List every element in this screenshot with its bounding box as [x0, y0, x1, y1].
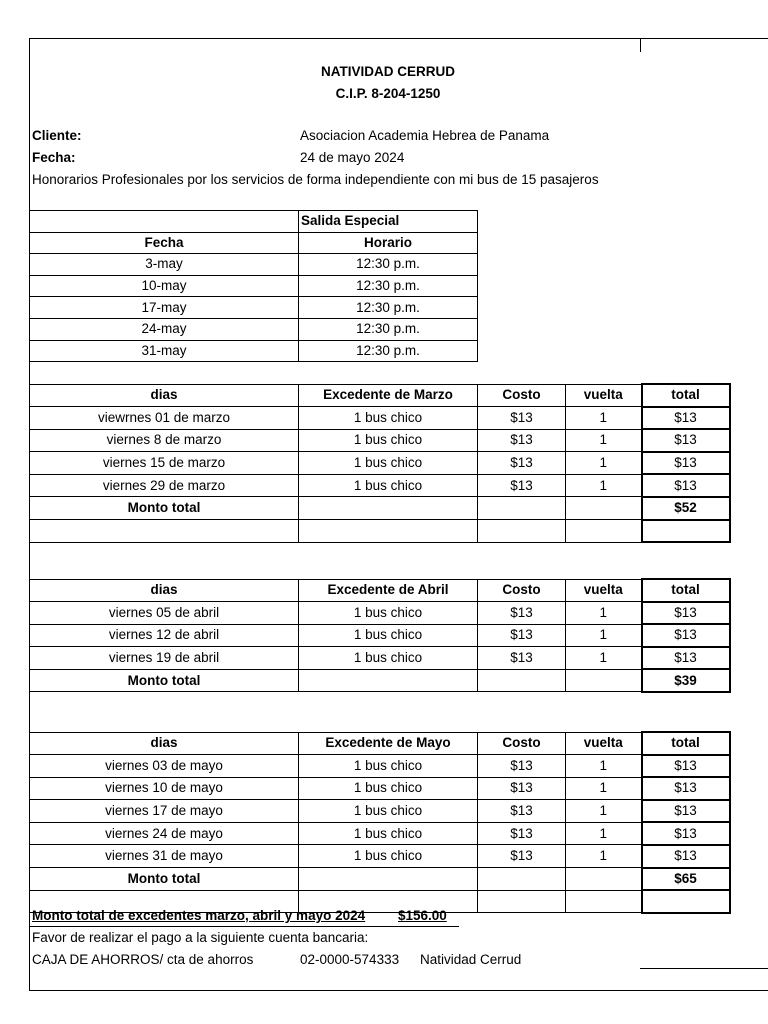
costo-cell: $13: [478, 647, 566, 670]
vuelta-cell: 1: [566, 429, 642, 452]
costo-cell: $13: [478, 822, 566, 845]
vuelta-cell: 1: [566, 624, 642, 647]
grand-total-underline: [29, 926, 459, 927]
vuelta-cell: 1: [566, 777, 642, 800]
monto-total-value: $52: [642, 497, 730, 520]
frame-right-stub: [640, 38, 641, 52]
account-number: 02-0000-574333: [300, 952, 400, 967]
table-row: [30, 624, 730, 647]
schedule-header-row: [30, 232, 478, 254]
table-row: [30, 822, 730, 845]
table-row: [30, 602, 730, 625]
excedente-cell: 1 bus chico: [299, 755, 478, 778]
mayo-table: [29, 731, 731, 914]
costo-cell: $13: [478, 429, 566, 452]
abril-header-row: [30, 579, 730, 602]
excedente-cell: 1 bus chico: [299, 777, 478, 800]
excedente-cell: 1 bus chico: [299, 845, 478, 868]
service-description: Honorarios Profesionales por los servicios de forma independiente con mi bus de 15 pasajeros: [32, 172, 599, 187]
table-row: [30, 647, 730, 670]
dia-cell: viernes 15 de marzo: [30, 452, 299, 475]
monto-total-label: Monto total: [30, 669, 299, 692]
table-row: [30, 340, 478, 362]
excedente-cell: 1 bus chico: [299, 647, 478, 670]
col-excedente: Excedente de Abril: [299, 579, 478, 602]
schedule-fecha: 31-may: [30, 340, 299, 362]
total-cell: $13: [642, 647, 730, 670]
schedule-fecha: 17-may: [30, 297, 299, 319]
total-cell: $13: [642, 429, 730, 452]
table-row: [30, 800, 730, 823]
footer-rule: [640, 968, 768, 969]
table-row: [30, 452, 730, 475]
monto-total-value: $39: [642, 669, 730, 692]
mayo-monto-row: [30, 868, 730, 891]
monto-total-label: Monto total: [30, 497, 299, 520]
col-dias: dias: [30, 732, 299, 755]
vuelta-cell: 1: [566, 474, 642, 497]
marzo-header-row: [30, 384, 730, 407]
excedente-cell: 1 bus chico: [299, 800, 478, 823]
col-total: total: [642, 579, 730, 602]
col-costo: Costo: [478, 384, 566, 407]
costo-cell: $13: [478, 624, 566, 647]
dia-cell: viernes 31 de mayo: [30, 845, 299, 868]
grand-total-value: $156.00: [398, 908, 447, 923]
col-costo: Costo: [478, 732, 566, 755]
vuelta-cell: 1: [566, 800, 642, 823]
total-cell: $13: [642, 474, 730, 497]
dia-cell: viernes 03 de mayo: [30, 755, 299, 778]
col-excedente: Excedente de Marzo: [299, 384, 478, 407]
excedente-cell: 1 bus chico: [299, 474, 478, 497]
costo-cell: $13: [478, 474, 566, 497]
dia-cell: viernes 05 de abril: [30, 602, 299, 625]
costo-cell: $13: [478, 602, 566, 625]
costo-cell: $13: [478, 777, 566, 800]
schedule-title: Salida Especial: [299, 211, 478, 233]
total-cell: $13: [642, 624, 730, 647]
bank-name: CAJA DE AHORROS/ cta de ahorros: [32, 952, 254, 967]
col-vuelta: vuelta: [566, 579, 642, 602]
table-row: [30, 755, 730, 778]
excedente-cell: 1 bus chico: [299, 452, 478, 475]
monto-total-label: Monto total: [30, 868, 299, 891]
dia-cell: viernes 8 de marzo: [30, 429, 299, 452]
col-total: total: [642, 384, 730, 407]
vuelta-cell: 1: [566, 822, 642, 845]
col-costo: Costo: [478, 579, 566, 602]
costo-cell: $13: [478, 845, 566, 868]
table-row: [30, 318, 478, 340]
dia-cell: viernes 17 de mayo: [30, 800, 299, 823]
table-row: [30, 429, 730, 452]
excedente-cell: 1 bus chico: [299, 602, 478, 625]
fecha-label: Fecha:: [32, 150, 76, 165]
schedule-fecha: 10-may: [30, 275, 299, 297]
payment-note: Favor de realizar el pago a la siguiente cuenta bancaria:: [32, 930, 369, 945]
schedule-fecha: 3-may: [30, 254, 299, 276]
dia-cell: viewrnes 01 de marzo: [30, 407, 299, 430]
cliente-label: Cliente:: [32, 128, 82, 143]
col-dias: dias: [30, 579, 299, 602]
dia-cell: viernes 29 de marzo: [30, 474, 299, 497]
frame-top-border: [29, 38, 768, 39]
excedente-cell: 1 bus chico: [299, 624, 478, 647]
marzo-table: [29, 383, 731, 543]
col-dias: dias: [30, 384, 299, 407]
vuelta-cell: 1: [566, 647, 642, 670]
table-row: [30, 297, 478, 319]
schedule-fecha: 24-may: [30, 318, 299, 340]
grand-total-label: Monto total de excedentes marzo, abril y mayo 2024: [32, 908, 366, 923]
col-horario: Horario: [299, 232, 478, 254]
vuelta-cell: 1: [566, 602, 642, 625]
total-cell: $13: [642, 602, 730, 625]
table-row: [30, 275, 478, 297]
excedente-cell: 1 bus chico: [299, 407, 478, 430]
issuer-cip: C.I.P. 8-204-1250: [335, 86, 441, 101]
abril-monto-row: [30, 669, 730, 692]
abril-table: [29, 578, 731, 693]
col-fecha: Fecha: [30, 232, 299, 254]
table-row: [30, 845, 730, 868]
dia-cell: viernes 12 de abril: [30, 624, 299, 647]
cliente-value: Asociacion Academia Hebrea de Panama: [300, 128, 550, 143]
total-cell: $13: [642, 452, 730, 475]
costo-cell: $13: [478, 800, 566, 823]
total-cell: $13: [642, 755, 730, 778]
vuelta-cell: 1: [566, 755, 642, 778]
fecha-value: 24 de mayo 2024: [300, 150, 405, 165]
schedule-horario: 12:30 p.m.: [299, 275, 478, 297]
col-excedente: Excedente de Mayo: [299, 732, 478, 755]
issuer-name: NATIVIDAD CERRUD: [321, 64, 455, 79]
costo-cell: $13: [478, 452, 566, 475]
table-row: [30, 777, 730, 800]
excedente-cell: 1 bus chico: [299, 822, 478, 845]
dia-cell: viernes 24 de mayo: [30, 822, 299, 845]
vuelta-cell: 1: [566, 845, 642, 868]
schedule-horario: 12:30 p.m.: [299, 297, 478, 319]
table-row: [30, 474, 730, 497]
total-cell: $13: [642, 845, 730, 868]
table-row: [30, 254, 478, 276]
dia-cell: viernes 19 de abril: [30, 647, 299, 670]
vuelta-cell: 1: [566, 407, 642, 430]
marzo-monto-row: [30, 497, 730, 520]
empty-row: [30, 520, 730, 543]
schedule-title-row: [30, 211, 478, 233]
col-vuelta: vuelta: [566, 732, 642, 755]
total-cell: $13: [642, 407, 730, 430]
frame-bottom-border: [29, 990, 768, 991]
vuelta-cell: 1: [566, 452, 642, 475]
col-total: total: [642, 732, 730, 755]
schedule-horario: 12:30 p.m.: [299, 254, 478, 276]
total-cell: $13: [642, 800, 730, 823]
monto-total-value: $65: [642, 868, 730, 891]
mayo-header-row: [30, 732, 730, 755]
account-holder: Natividad Cerrud: [420, 952, 522, 967]
dia-cell: viernes 10 de mayo: [30, 777, 299, 800]
total-cell: $13: [642, 822, 730, 845]
costo-cell: $13: [478, 755, 566, 778]
table-row: [30, 407, 730, 430]
schedule-horario: 12:30 p.m.: [299, 318, 478, 340]
schedule-table: [29, 210, 478, 362]
total-cell: $13: [642, 777, 730, 800]
schedule-horario: 12:30 p.m.: [299, 340, 478, 362]
costo-cell: $13: [478, 407, 566, 430]
excedente-cell: 1 bus chico: [299, 429, 478, 452]
col-vuelta: vuelta: [566, 384, 642, 407]
